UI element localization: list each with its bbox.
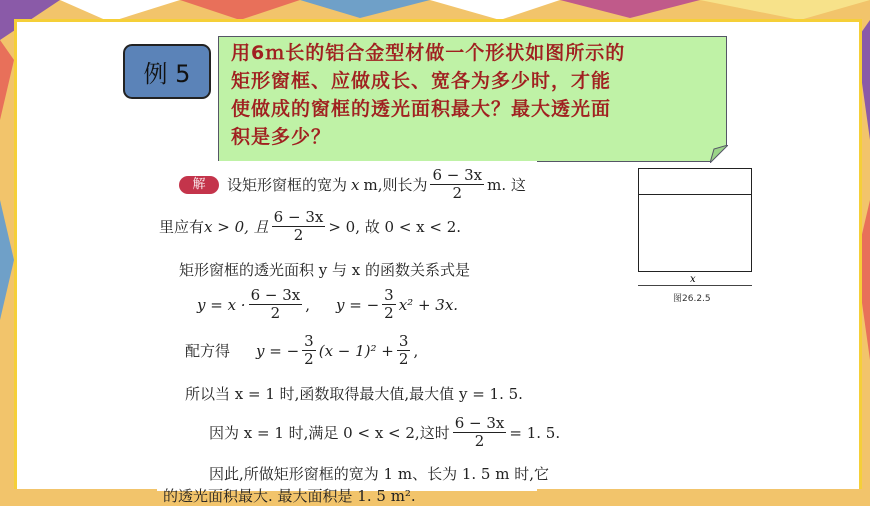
text: x² + 3x. <box>398 295 459 314</box>
denominator: 2 <box>384 304 394 322</box>
denominator: 2 <box>474 432 485 450</box>
window-frame-outline <box>638 168 752 272</box>
problem-line: 矩形窗框、应做成长、宽各为多少时，才能 <box>231 70 612 92</box>
fraction <box>249 287 303 322</box>
text: 设矩形窗框的宽为 <box>227 176 348 194</box>
denominator: 2 <box>398 350 409 368</box>
numerator: 6 − 3x <box>432 166 483 184</box>
text: , <box>413 341 419 360</box>
numerator: 6 − 3x <box>250 286 301 304</box>
solution-line-7 <box>209 415 560 450</box>
fraction <box>453 415 507 450</box>
denominator: 2 <box>293 226 304 244</box>
text: 里应有 <box>159 218 205 236</box>
problem-line: 用6ｍ长的铝合金型材做一个形状如图所示的 <box>231 42 626 64</box>
problem-line: 积是多少？ <box>231 126 332 148</box>
figure-caption: 图26.2.5 <box>673 294 711 304</box>
denominator: 2 <box>270 304 281 322</box>
numerator: 6 − 3x <box>454 414 505 432</box>
text: y = x · <box>197 295 246 314</box>
var: x <box>351 175 360 194</box>
text: m. 这 <box>487 176 526 194</box>
solution-line-9: 的透光面积最大. 最大面积是 1. 5 m². <box>163 487 416 505</box>
text: m,则长为 <box>363 176 428 194</box>
fraction <box>397 333 411 368</box>
slide-canvas <box>14 19 862 505</box>
problem-line: 使做成的窗框的透光面积最大？最大透光面 <box>231 98 612 120</box>
text: 配方得 <box>185 342 231 360</box>
solution-line-2 <box>159 209 461 244</box>
numerator: 3 <box>384 286 394 304</box>
solution-line-6: 所以当 x = 1 时,函数取得最大值,最大值 y = 1. 5. <box>185 385 523 403</box>
numerator: 3 <box>398 332 409 350</box>
solution-line-3: 矩形窗框的透光面积 y 与 x 的函数关系式是 <box>179 261 471 279</box>
solution-tag: 解 <box>179 176 219 194</box>
text: (x − 1)² + <box>318 341 394 360</box>
window-frame-figure <box>634 168 754 308</box>
solution-line-4 <box>197 287 458 322</box>
example-badge: 例 5 <box>123 44 211 99</box>
solution-line-1 <box>179 167 526 202</box>
text: y = − <box>256 341 300 360</box>
denominator: 2 <box>452 184 463 202</box>
text: = 1. 5. <box>509 423 561 442</box>
solution-line-8: 因此,所做矩形窗框的宽为 1 m、长为 1. 5 m 时,它 <box>209 465 549 483</box>
fraction <box>302 333 316 368</box>
fraction <box>272 209 326 244</box>
problem-note <box>218 36 727 162</box>
text: > 0, 故 0 < x < 2. <box>328 218 462 236</box>
denominator: 2 <box>304 350 314 368</box>
numerator: 3 <box>304 332 314 350</box>
fraction <box>382 287 396 322</box>
fraction <box>430 167 484 202</box>
text: , <box>305 295 311 314</box>
solution-image <box>157 161 561 505</box>
figure-x-label: x <box>690 274 696 285</box>
window-frame-crossbar <box>639 194 751 195</box>
text: 因为 x = 1 时,满足 0 < x < 2,这时 <box>209 424 450 442</box>
text: x > 0, 且 <box>204 218 269 236</box>
numerator: 6 − 3x <box>273 208 324 226</box>
dimension-line <box>638 285 752 286</box>
solution-line-5 <box>185 333 418 368</box>
text: y = − <box>336 295 380 314</box>
page-fold-icon <box>710 145 728 163</box>
